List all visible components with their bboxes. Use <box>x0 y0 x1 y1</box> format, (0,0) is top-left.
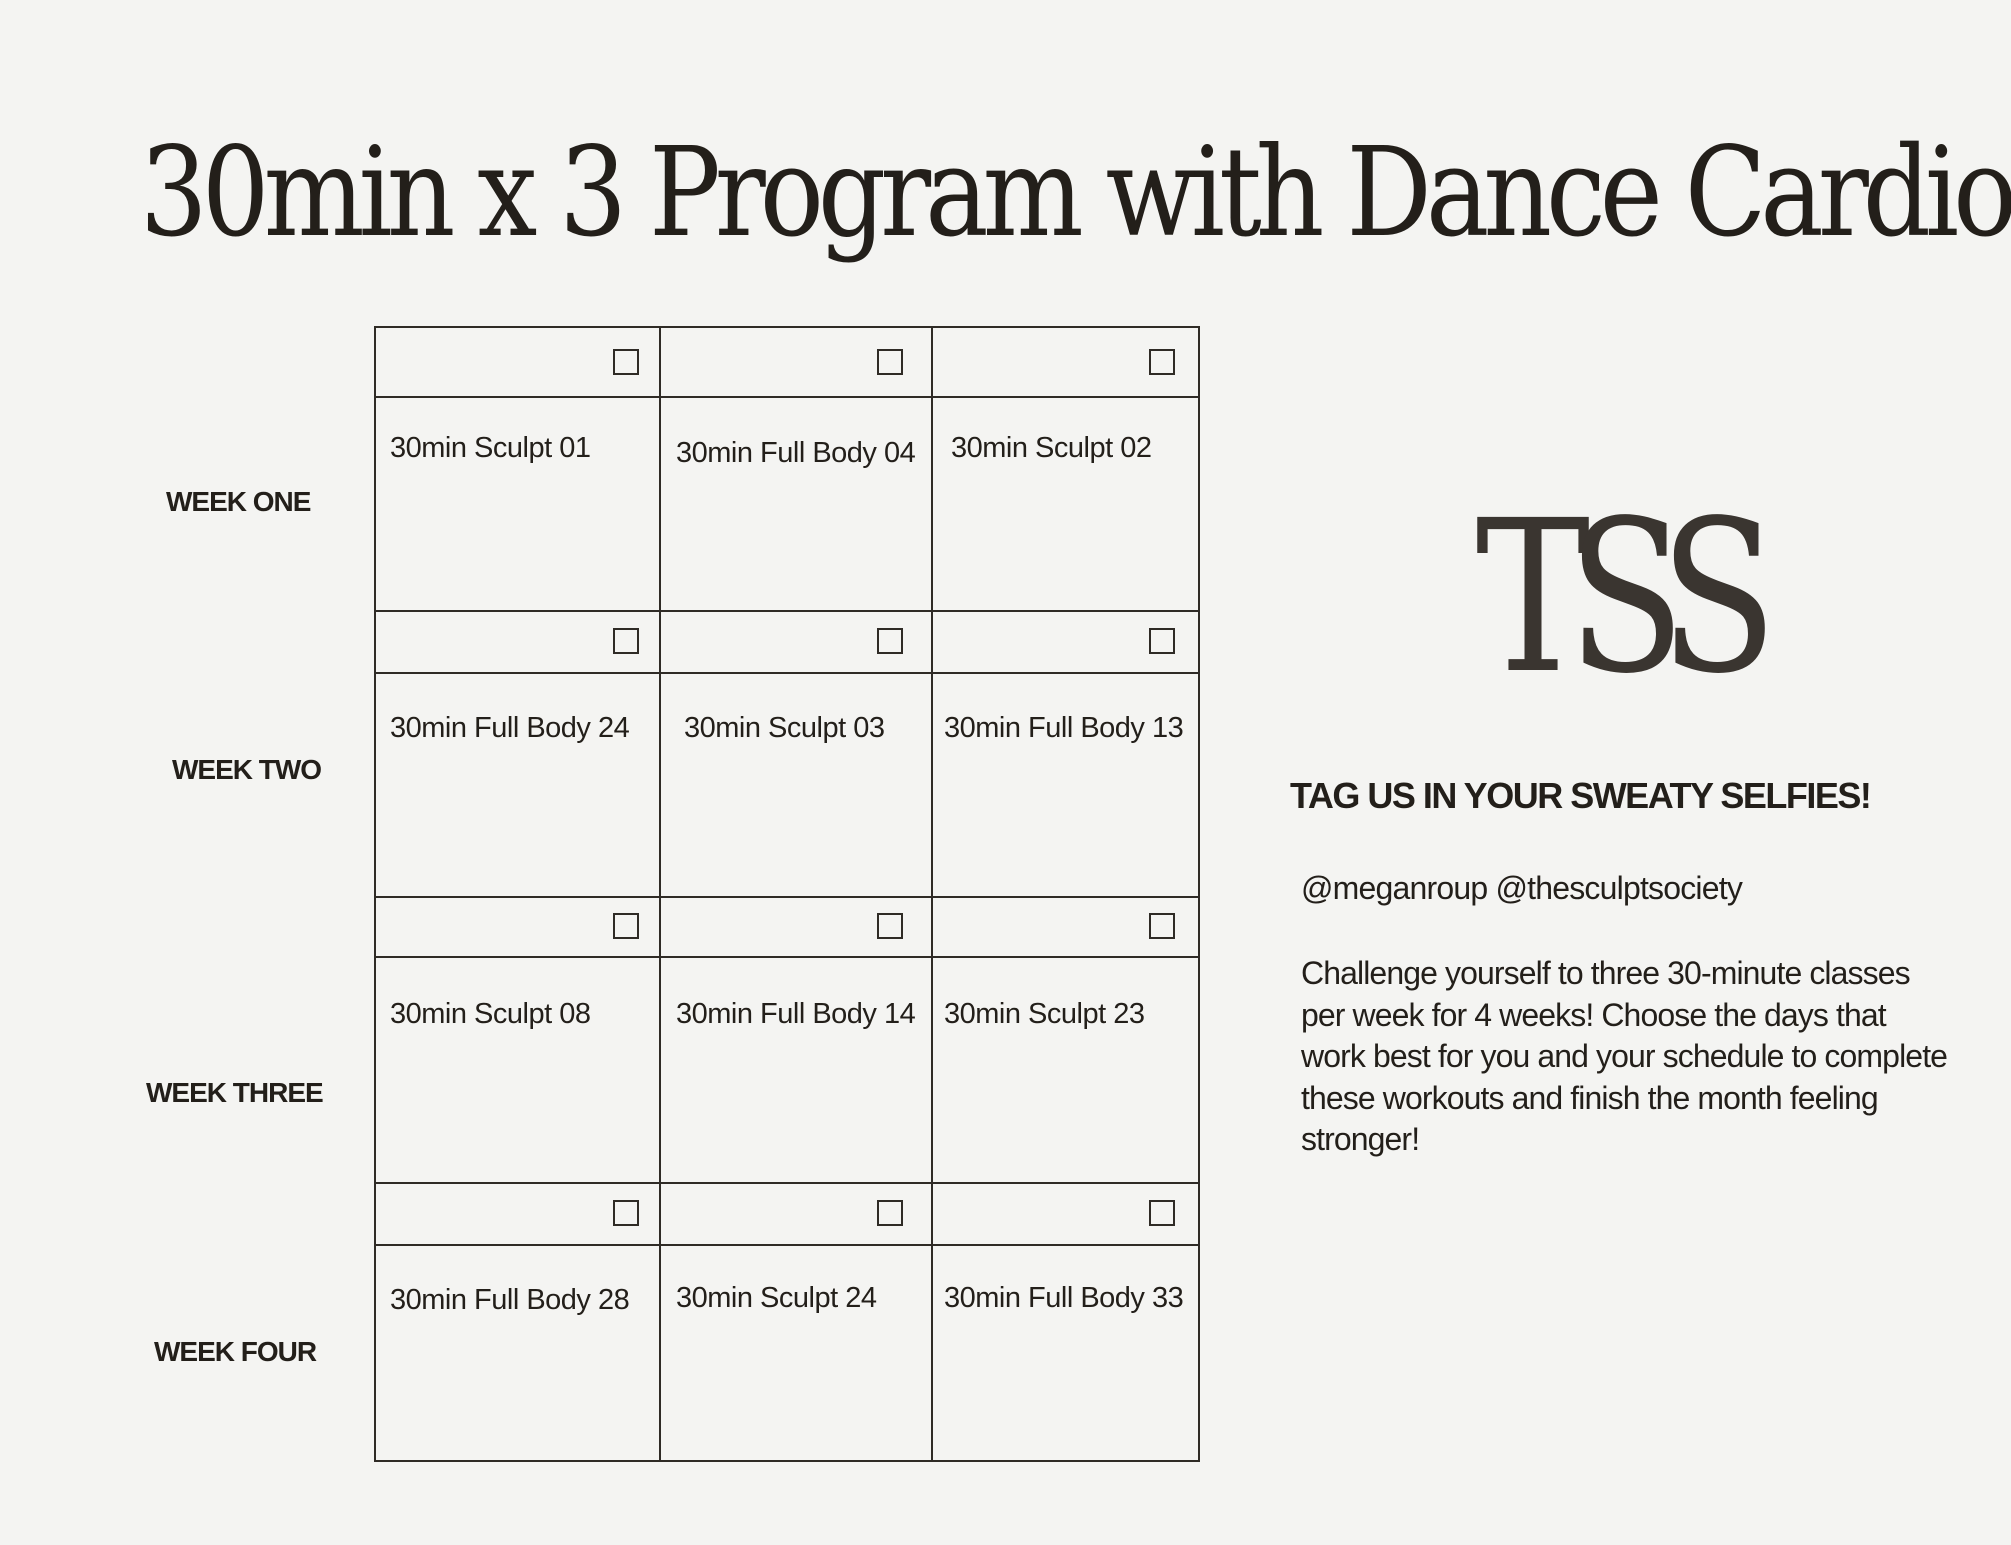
week-two-day-1-checkbox[interactable] <box>613 628 639 654</box>
workout-grid <box>374 326 1200 1462</box>
week-three-workout-3: 30min Sculpt 23 <box>944 998 1145 1030</box>
grid-divider <box>376 396 1198 398</box>
week-four-workout-3: 30min Full Body 33 <box>944 1282 1184 1314</box>
week-two-workout-2: 30min Sculpt 03 <box>684 712 885 744</box>
week-one-label: WEEK ONE <box>166 486 311 517</box>
week-three-label: WEEK THREE <box>146 1077 323 1108</box>
grid-divider <box>659 328 661 1460</box>
week-four-day-1-checkbox[interactable] <box>613 1200 639 1226</box>
grid-divider <box>376 956 1198 958</box>
week-two-day-2-checkbox[interactable] <box>877 628 903 654</box>
grid-divider <box>376 672 1198 674</box>
program-description: Challenge yourself to three 30-minute classes per week for 4 weeks! Choose the days that work best for you and your schedule to complete these workouts and finish the month feeling stronger! <box>1301 955 1948 1157</box>
tss-logo-text: TSS <box>1475 476 1755 721</box>
grid-divider <box>376 896 1198 898</box>
week-four-workout-2: 30min Sculpt 24 <box>676 1282 877 1314</box>
grid-divider <box>376 610 1198 612</box>
week-one-day-1-checkbox[interactable] <box>613 349 639 375</box>
week-two-workout-3: 30min Full Body 13 <box>944 712 1184 744</box>
page-title: 30min x 3 Program with Dance Cardio <box>139 121 2011 265</box>
week-four-label: WEEK FOUR <box>154 1336 317 1367</box>
week-three-workout-1: 30min Sculpt 08 <box>390 998 591 1030</box>
week-one-day-2-checkbox[interactable] <box>877 349 903 375</box>
week-one-day-3-checkbox[interactable] <box>1149 349 1175 375</box>
week-two-day-3-checkbox[interactable] <box>1149 628 1175 654</box>
grid-divider <box>931 328 933 1460</box>
tss-logo <box>1475 470 1755 721</box>
week-three-day-2-checkbox[interactable] <box>877 913 903 939</box>
week-one-workout-3: 30min Sculpt 02 <box>951 432 1152 464</box>
week-four-workout-1: 30min Full Body 28 <box>390 1284 630 1316</box>
week-two-label: WEEK TWO <box>172 754 322 785</box>
week-four-day-3-checkbox[interactable] <box>1149 1200 1175 1226</box>
social-handles: @meganroup @thesculptsociety <box>1301 870 1743 906</box>
week-two-workout-1: 30min Full Body 24 <box>390 712 630 744</box>
week-three-day-1-checkbox[interactable] <box>613 913 639 939</box>
week-four-day-2-checkbox[interactable] <box>877 1200 903 1226</box>
tag-us-heading: TAG US IN YOUR SWEATY SELFIES! <box>1290 775 1871 816</box>
week-three-workout-2: 30min Full Body 14 <box>676 998 916 1030</box>
week-three-day-3-checkbox[interactable] <box>1149 913 1175 939</box>
grid-divider <box>376 1244 1198 1246</box>
week-one-workout-1: 30min Sculpt 01 <box>390 432 591 464</box>
grid-divider <box>376 1182 1198 1184</box>
week-one-workout-2: 30min Full Body 04 <box>676 437 916 469</box>
